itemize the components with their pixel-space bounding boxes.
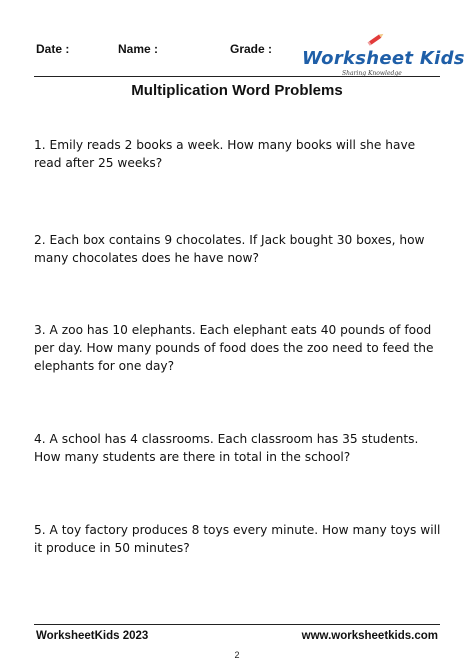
bottom-divider xyxy=(34,624,440,625)
question-3: 3. A zoo has 10 elephants. Each elephant eats 40 pounds of food per day. How many pounds of food does the zoo need to feed the elephants for one day? xyxy=(34,323,434,373)
footer-copyright: WorksheetKids 2023 xyxy=(36,630,149,642)
worksheet-kids-logo xyxy=(300,30,465,77)
pencil-icon xyxy=(366,30,386,48)
question-4: 4. A school has 4 classrooms. Each classroom has 35 students. How many students are there in total in the school? xyxy=(34,432,419,464)
grade-label: Grade : xyxy=(230,42,273,56)
worksheet-title: Multiplication Word Problems xyxy=(131,82,343,99)
question-5: 5. A toy factory produces 8 toys every minute. How many toys will it produce in 50 minutes? xyxy=(34,523,441,555)
footer-website-link[interactable]: www.worksheetkids.com xyxy=(301,630,438,642)
page-number: 2 xyxy=(234,650,240,660)
question-2: 2. Each box contains 9 chocolates. If Jack bought 30 boxes, how many chocolates does he have now? xyxy=(34,233,425,265)
date-label: Date : xyxy=(36,42,70,56)
top-divider xyxy=(34,76,440,77)
logo-tagline: Sharing Knowledge xyxy=(342,70,402,77)
logo-text: Worksheet Kids xyxy=(302,48,465,69)
name-label: Name : xyxy=(118,42,159,56)
question-1: 1. Emily reads 2 books a week. How many books will she have read after 25 weeks? xyxy=(34,138,416,170)
